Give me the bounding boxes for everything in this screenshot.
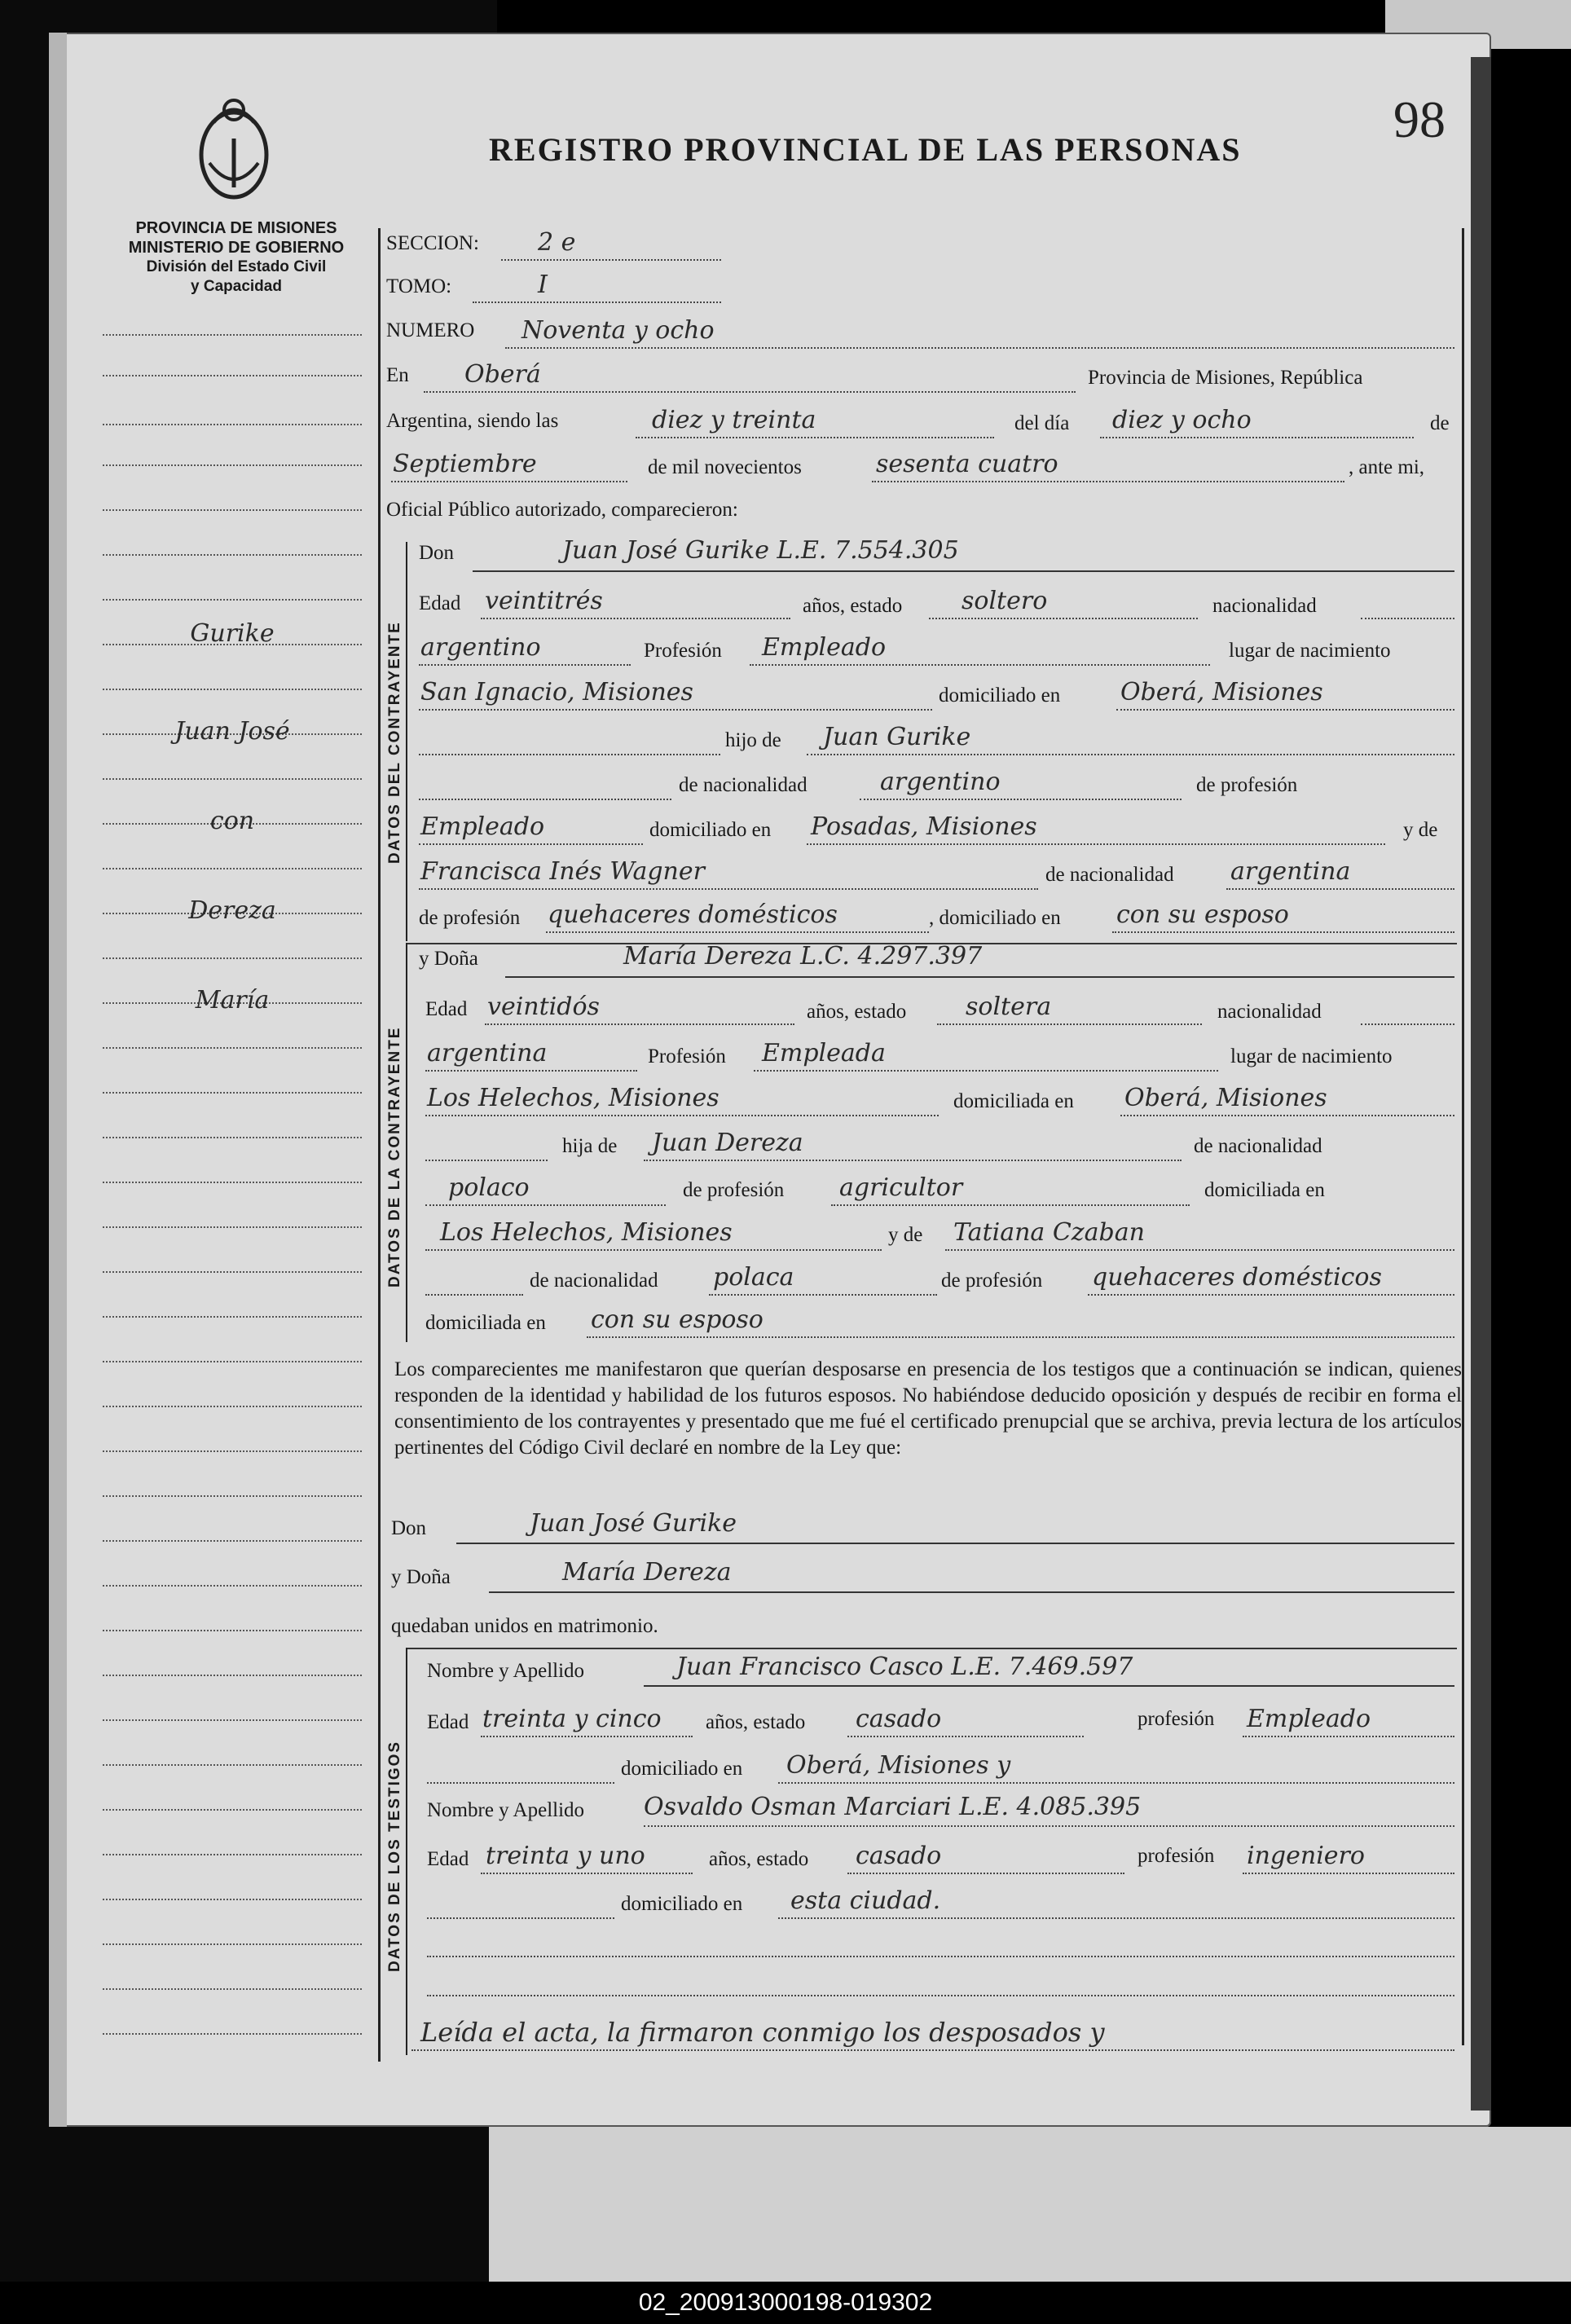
- madre-line: [945, 1249, 1454, 1251]
- en-label: En: [386, 364, 409, 386]
- padre-dom-line: [425, 1249, 882, 1251]
- margin-line: [103, 1047, 362, 1049]
- side-label-bride: DATOS DE LA CONTRAYENTE: [386, 1026, 403, 1287]
- seccion-label: SECCION:: [386, 232, 479, 254]
- bride-profession-value: Empleada: [762, 1039, 886, 1067]
- don-label: Don: [391, 1517, 427, 1539]
- margin-line: [103, 1450, 362, 1452]
- section-divider: [406, 1648, 1457, 1649]
- witness1-domicile-value: Oberá, Misiones y: [786, 1751, 1011, 1780]
- nac-line: [425, 1070, 637, 1072]
- margin-line: [103, 509, 362, 511]
- coat-of-arms-icon: [189, 90, 279, 212]
- domiciliada-en-label: domiciliada en: [425, 1312, 546, 1334]
- margin-note-bride-surname: Dereza: [188, 896, 276, 925]
- bride-name-declared: María Dereza: [562, 1558, 732, 1587]
- margin-line: [103, 1271, 362, 1273]
- margin-line: [103, 554, 362, 556]
- groom-name-declared: Juan José Gurike: [530, 1509, 737, 1538]
- anio-line: [872, 481, 1344, 482]
- hora-line: [636, 437, 994, 438]
- witness1-profession-line: [1243, 1736, 1454, 1737]
- hija-de-line: [644, 1160, 1182, 1161]
- blank-line: [425, 1294, 523, 1296]
- estado-line: [937, 1023, 1202, 1025]
- anos-estado-label: años, estado: [803, 595, 903, 617]
- groom-father-profession-value: Empleado: [420, 812, 545, 841]
- lugar-nac-label: lugar de nacimiento: [1229, 640, 1391, 662]
- anos-estado-label: años, estado: [706, 1711, 806, 1733]
- padre-prof-line: [831, 1204, 1190, 1206]
- madre-dom-line: [1112, 931, 1454, 933]
- bride-mother-domicile-value: con su esposo: [591, 1305, 763, 1334]
- margin-line: [103, 1809, 362, 1811]
- witness1-status-value: casado: [856, 1705, 942, 1733]
- scan-filename: 02_200913000198-019302: [0, 2282, 1571, 2324]
- nacionalidad-label: nacionalidad: [1217, 1001, 1322, 1023]
- margin-line: [103, 1540, 362, 1542]
- bride-status-value: soltera: [966, 993, 1052, 1021]
- de-mil-label: de mil novecientos: [648, 456, 802, 478]
- de-label: de: [1430, 412, 1450, 434]
- margin-line: [103, 1899, 362, 1900]
- dia-value: diez y ocho: [1112, 406, 1252, 434]
- bride-name-value: María Dereza L.C. 4.297.397: [623, 942, 983, 971]
- bride-mother-nationality-value: polaca: [713, 1263, 794, 1292]
- don-line: [473, 570, 1454, 572]
- edad-label: Edad: [427, 1711, 469, 1733]
- bride-father-profession-value: agricultor: [839, 1173, 963, 1202]
- margin-line: [103, 1854, 362, 1855]
- tomo-value: I: [538, 271, 548, 299]
- margin-line: [103, 1988, 362, 1990]
- de-profesion-label: de profesión: [941, 1270, 1043, 1292]
- madre-line: [419, 888, 1038, 890]
- madre-dom-line: [587, 1336, 1454, 1338]
- margin-line: [103, 1943, 362, 1945]
- blank-line: [427, 1956, 1454, 1957]
- margin-line: [103, 1585, 362, 1587]
- witness1-status-line: [847, 1736, 1084, 1737]
- witness1-domicile-line: [778, 1782, 1454, 1784]
- margin-line: [103, 1719, 362, 1721]
- left-form-rule: [378, 228, 381, 2062]
- groom-name-value: Juan José Gurike L.E. 7.554.305: [562, 536, 959, 565]
- y-dona-label: y Doña: [419, 948, 478, 970]
- domiciliado-en-label: domiciliado en: [939, 684, 1061, 706]
- edad-label: Edad: [419, 592, 461, 614]
- groom-mother-profession-value: quehaceres domésticos: [548, 900, 838, 929]
- anio-value: sesenta cuatro: [876, 450, 1058, 478]
- oficial-label: Oficial Público autorizado, comparecieron:: [386, 499, 738, 521]
- margin-line: [103, 1092, 362, 1094]
- estado-line: [929, 618, 1198, 619]
- y-dona-label: y Doña: [391, 1566, 451, 1588]
- lugar-line: [425, 1115, 939, 1116]
- en-line: [424, 391, 1076, 393]
- margin-line: [103, 1316, 362, 1318]
- groom-mother-nationality-value: argentina: [1230, 857, 1351, 886]
- witness2-profession-line: [1243, 1873, 1454, 1874]
- edad-line: [485, 1023, 794, 1025]
- margin-line: [103, 424, 362, 425]
- margin-line: [103, 1675, 362, 1676]
- closing-statement: Leída el acta, la firmaron conmigo los desposados y: [420, 2017, 1105, 2048]
- padre-nac-line: [860, 799, 1182, 800]
- bride-father-domicile-value: Los Helechos, Misiones: [440, 1218, 733, 1247]
- numero-label: NUMERO: [386, 319, 475, 341]
- seccion-value: 2 e: [538, 228, 576, 257]
- bride-mother-value: Tatiana Czaban: [953, 1218, 1145, 1247]
- margin-line: [103, 868, 362, 869]
- profesion-label: profesión: [1138, 1845, 1215, 1867]
- hora-value: diez y treinta: [652, 406, 816, 434]
- scan-background-bottom: [489, 2127, 1571, 2282]
- authority-line: y Capacidad: [191, 278, 282, 295]
- authority-line: MINISTERIO DE GOBIERNO: [128, 239, 345, 257]
- del-dia-label: del día: [1014, 412, 1070, 434]
- margin-line: [103, 2033, 362, 2035]
- witness2-age-line: [481, 1873, 693, 1874]
- nacionalidad-line: [1361, 1023, 1454, 1025]
- bride-nationality-value: argentina: [427, 1039, 548, 1067]
- nac-line: [419, 664, 631, 666]
- edad-label: Edad: [427, 1848, 469, 1870]
- en-value: Oberá: [464, 360, 541, 389]
- margin-line: [103, 1406, 362, 1407]
- binding-gutter: [49, 33, 67, 2127]
- domiciliado-en-label: , domiciliado en: [929, 907, 1061, 929]
- profesion-line: [750, 664, 1210, 666]
- section-rule-witnesses: [406, 1648, 407, 2055]
- don-label: Don: [419, 542, 455, 564]
- mes-value: Septiembre: [393, 450, 537, 478]
- blank-line: [419, 754, 720, 755]
- margin-note-given-names: Juan José: [174, 717, 290, 746]
- margin-line: [103, 689, 362, 690]
- bride-domicile-value: Oberá, Misiones: [1124, 1084, 1327, 1112]
- witness2-status-value: casado: [856, 1842, 942, 1870]
- blank-line: [419, 799, 671, 800]
- margin-line: [103, 778, 362, 780]
- groom-domicile-value: Oberá, Misiones: [1120, 678, 1323, 706]
- bride-father-nationality-value: polaco: [448, 1173, 530, 1202]
- madre-nac-line: [709, 1294, 937, 1296]
- de-nacionalidad-label: de nacionalidad: [679, 774, 808, 796]
- nombre-apellido-label: Nombre y Apellido: [427, 1799, 585, 1821]
- dona-line: [505, 976, 1454, 978]
- margin-line: [103, 334, 362, 336]
- bride-age-value: veintidós: [487, 993, 600, 1021]
- witness1-name-line: [644, 1685, 1454, 1687]
- side-label-groom: DATOS DEL CONTRAYENTE: [386, 621, 403, 864]
- lugar-line: [419, 709, 932, 711]
- margin-line: [103, 599, 362, 601]
- margin-line: [103, 464, 362, 466]
- domicilio-line: [1120, 1115, 1454, 1116]
- profesion-line: [754, 1070, 1218, 1072]
- margin-line: [103, 1495, 362, 1497]
- nombre-apellido-label: Nombre y Apellido: [427, 1660, 585, 1682]
- margin-line: [103, 1182, 362, 1183]
- bride-mother-profession-value: quehaceres domésticos: [1092, 1263, 1382, 1292]
- domiciliada-en-label: domiciliada en: [953, 1090, 1074, 1112]
- numero-value: Noventa y ocho: [521, 316, 715, 345]
- groom-mother-domicile-value: con su esposo: [1116, 900, 1289, 929]
- page-title: REGISTRO PROVINCIAL DE LAS PERSONAS: [489, 131, 1242, 168]
- witness2-domicile-value: esta ciudad.: [790, 1886, 941, 1915]
- de-nacionalidad-label: de nacionalidad: [1194, 1135, 1322, 1157]
- closing-line: [411, 2049, 1454, 2051]
- madre-prof-line: [546, 931, 929, 933]
- witness1-age-line: [481, 1736, 693, 1737]
- y-de-label: y de: [888, 1224, 923, 1246]
- y-de-label: y de: [1403, 819, 1438, 841]
- margin-line: [103, 1764, 362, 1766]
- issuing-authority: [98, 218, 375, 297]
- tomo-line: [473, 302, 721, 303]
- witness1-name-value: Juan Francisco Casco L.E. 7.469.597: [676, 1653, 1133, 1681]
- de-profesion-label: de profesión: [419, 907, 521, 929]
- lugar-nac-label: lugar de nacimiento: [1230, 1045, 1393, 1067]
- domiciliado-en-label: domiciliado en: [649, 819, 772, 841]
- hijo-de-line: [807, 754, 1454, 755]
- margin-note-surname: Gurike: [190, 619, 275, 648]
- domiciliado-en-label: domiciliado en: [621, 1893, 743, 1915]
- margin-note-con: con: [209, 807, 255, 835]
- declaration-paragraph: Los comparecientes me manifestaron que querían desposarse en presencia de los testigos que a continuación se indican, quienes responden de la identidad y habilidad de los futuros esposos. No habiéndose deducido oposición y después de recibir en forma el consentimiento de los contrayentes y presentado que me fué el certificado prenupcial que se archiva, previa lectura de los artículos pertinentes del Código Civil declaré en nombre de la Ley que:: [394, 1358, 1462, 1459]
- de-profesion-label: de profesión: [1196, 774, 1298, 796]
- groom-profession-value: Empleado: [762, 633, 887, 662]
- blank-line: [427, 1995, 1454, 1996]
- profesion-label: profesión: [1138, 1708, 1215, 1730]
- domiciliado-en-label: domiciliado en: [621, 1758, 743, 1780]
- dona-line: [489, 1591, 1454, 1593]
- hija-de-label: hija de: [562, 1135, 618, 1157]
- profesion-label: Profesión: [644, 640, 722, 662]
- groom-mother-value: Francisca Inés Wagner: [420, 857, 705, 886]
- witness2-profession-value: ingeniero: [1247, 1842, 1365, 1870]
- blank-line: [427, 1782, 614, 1784]
- seccion-line: [501, 259, 721, 261]
- margin-note-bride-name: María: [195, 986, 270, 1015]
- witness2-status-line: [847, 1873, 1124, 1874]
- numero-line: [505, 347, 1454, 349]
- padre-dom-line: [807, 843, 1385, 845]
- edad-label: Edad: [425, 998, 468, 1020]
- don-line: [456, 1543, 1454, 1544]
- groom-father-domicile-value: Posadas, Misiones: [811, 812, 1037, 841]
- section-rule-groom: [406, 542, 407, 941]
- blank-line: [427, 1917, 614, 1919]
- mes-line: [391, 481, 627, 482]
- witness2-domicile-line: [778, 1917, 1454, 1919]
- groom-nationality-value: argentino: [420, 633, 541, 662]
- margin-line: [103, 1630, 362, 1631]
- padre-nac-line: [425, 1204, 666, 1206]
- argentina-siendo-label: Argentina, siendo las: [386, 410, 559, 432]
- witness2-name-line: [644, 1825, 1454, 1827]
- tomo-label: TOMO:: [386, 275, 452, 297]
- authority-line: División del Estado Civil: [146, 258, 327, 275]
- nacionalidad-label: nacionalidad: [1212, 595, 1317, 617]
- margin-line: [103, 1361, 362, 1362]
- margin-line: [103, 957, 362, 959]
- ante-mi-label: , ante mi,: [1349, 456, 1425, 478]
- domiciliada-en-label: domiciliada en: [1204, 1179, 1325, 1201]
- witness2-age-value: treinta y uno: [486, 1842, 645, 1870]
- folio-number: 98: [1393, 90, 1446, 148]
- witness1-age-value: treinta y cinco: [482, 1705, 662, 1733]
- groom-father-value: Juan Gurike: [823, 723, 971, 751]
- right-form-rule: [1462, 228, 1464, 2045]
- provincia-label: Provincia de Misiones, República: [1088, 367, 1363, 389]
- madre-nac-line: [1226, 888, 1454, 890]
- groom-status-value: soltero: [962, 587, 1048, 615]
- quedaban-label: quedaban unidos en matrimonio.: [391, 1615, 658, 1637]
- margin-line: [103, 1226, 362, 1228]
- madre-prof-line: [1088, 1294, 1454, 1296]
- authority-line: PROVINCIA DE MISIONES: [135, 219, 337, 237]
- margin-line: [103, 1137, 362, 1138]
- bride-father-value: Juan Dereza: [652, 1129, 803, 1157]
- padre-prof-line: [419, 843, 643, 845]
- dia-line: [1100, 437, 1414, 438]
- de-nacionalidad-label: de nacionalidad: [1045, 864, 1174, 886]
- margin-line: [103, 375, 362, 376]
- witness2-name-value: Osvaldo Osman Marciari L.E. 4.085.395: [644, 1793, 1142, 1821]
- nacionalidad-line: [1361, 618, 1454, 619]
- groom-birthplace-value: San Ignacio, Misiones: [420, 678, 693, 706]
- de-profesion-label: de profesión: [683, 1179, 785, 1201]
- bride-birthplace-value: Los Helechos, Misiones: [427, 1084, 719, 1112]
- anos-estado-label: años, estado: [709, 1848, 809, 1870]
- domicilio-line: [1116, 709, 1454, 711]
- witness1-profession-value: Empleado: [1247, 1705, 1371, 1733]
- edad-line: [481, 618, 790, 619]
- profesion-label: Profesión: [648, 1045, 726, 1067]
- blank-line: [425, 1160, 548, 1161]
- anos-estado-label: años, estado: [807, 1001, 907, 1023]
- page-edge-shadow: [1471, 57, 1491, 2111]
- section-rule-bride: [406, 943, 407, 1342]
- groom-father-nationality-value: argentino: [880, 768, 1001, 796]
- groom-age-value: veintitrés: [485, 587, 603, 615]
- de-nacionalidad-label: de nacionalidad: [530, 1270, 658, 1292]
- hijo-de-label: hijo de: [725, 729, 781, 751]
- side-label-witnesses: DATOS DE LOS TESTIGOS: [386, 1740, 403, 1972]
